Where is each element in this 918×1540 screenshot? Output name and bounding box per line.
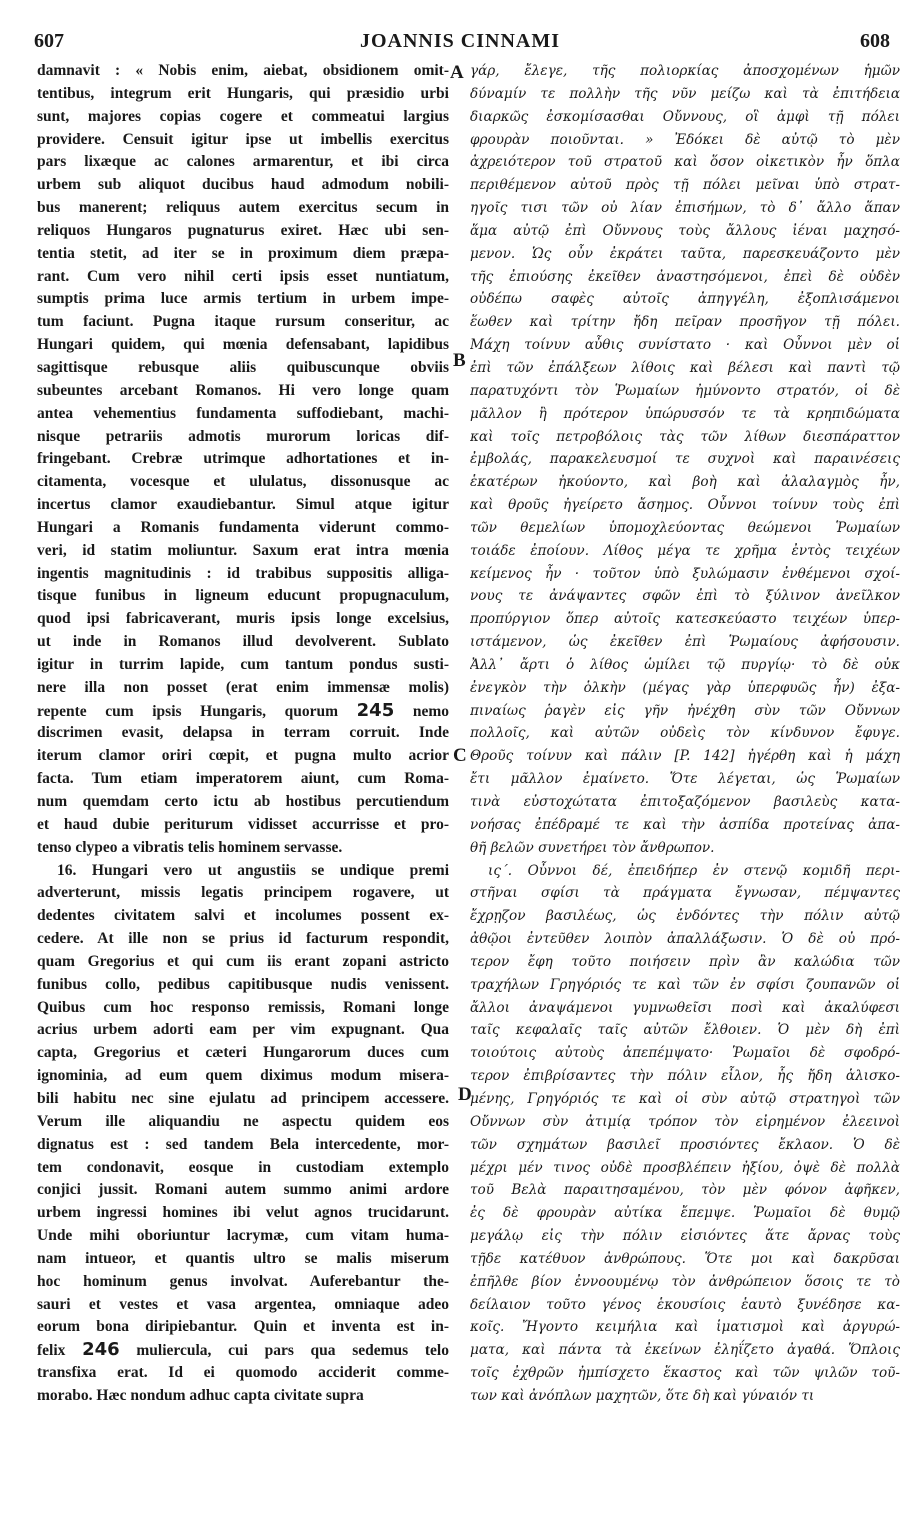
margin-marker-b: B xyxy=(453,350,466,371)
greek-line: προπύργιον ὅπερ αὐτοῖς κατεσκεύαστο τειχέων ὑπερ- xyxy=(470,611,900,628)
greek-line: τῶν θεμελίων ὑπομοχλεύοντας θεώμενοι Ῥωμαίων xyxy=(470,519,900,536)
greek-line: διαρκῶς ἐσκομίσασθαι Οὔννους, οἳ ἀμφὶ τῇ πόλει xyxy=(470,108,900,125)
latin-line: morabo. Hæc nondum adhuc capta civitate supra xyxy=(37,1386,364,1404)
latin-line: quam Gregorius et qui cum iis erant zopani astricto xyxy=(37,952,449,970)
greek-line: τραχήλων Γρηγόριός τε καὶ τῶν ἐν σφίσι ζουπανῶν οἱ xyxy=(470,976,900,993)
greek-line: ἀχρειότερον τοῦ στρατοῦ καὶ ὅσον οἰκετικὸν ἦν ὅπλα xyxy=(470,154,900,171)
latin-line: nisque petrariis admotis murorum loricas dif- xyxy=(37,427,449,445)
greek-line: τοιάδε ἐποίουν. Λίθος μέγα τε χρῆμα ἐντὸς τειχέων xyxy=(470,542,900,559)
greek-line: τῆς ἐπιούσης ἐκεῖθεν ἀναστησόμενοι, ἐπεὶ δὲ οὐδὲν xyxy=(470,268,900,285)
latin-line: tem condonavit, eosque in custodiam extemplo xyxy=(37,1158,449,1176)
greek-line: ἐπῆλθε βίον ἐννοουμένῳ τὸν ἀνθρώπειον ὅσοις τε τὸ xyxy=(470,1273,900,1290)
latin-line: funibus collo, pedibus capitibusque nudis venissent. xyxy=(37,975,449,993)
latin-line: tum faciunt. Pugna itaque rursum conseritur, ac xyxy=(37,313,449,331)
greek-line: Οὔννων σὺν ἀτιμίᾳ τρόπον τὸν εἰρημένον ἐλεεινοὶ xyxy=(470,1113,900,1130)
greek-line: φρουρὰν ποιοῦνται. » Ἐδόκει δὲ αὐτῷ τὸ μὲν xyxy=(470,131,900,148)
greek-line: οὐδέπω σαφὲς αὐτοῖς ἀπηγγέλη, ἐξοπλισάμενοι xyxy=(470,291,900,308)
greek-line: πολλοῖς, καὶ αὐτῶν οὐδεὶς τὸν κίνδυνον ἔφυγε. xyxy=(470,725,900,742)
latin-line: num quemdam certo ictu ab hostibus percutiendum xyxy=(37,793,449,810)
greek-line: των καὶ ἀνόπλων μαχητῶν, ὅτε δὴ καὶ γύναιόν τι xyxy=(470,1387,815,1404)
greek-line: ματα, καὶ πάντα τὰ ἐκείνων ἐληΐζετο ἀγαθά. Ὅπλοις xyxy=(470,1342,900,1359)
latin-line: citamenta, vocesque et ululatus, dissonusque ac xyxy=(37,473,449,491)
greek-line: δείλαιον τοῦτο γένος ἑκουσίοις ἑαυτὸ ξυνέδησε κα- xyxy=(470,1296,900,1313)
latin-line: Hungari a Romanis fundamenta viderunt commo- xyxy=(37,518,449,536)
latin-line: tenso clypeo a vibratis telis hominem servasse. xyxy=(37,838,343,856)
latin-line: cedere. At ille non se prius id facturum respondit, xyxy=(37,930,449,948)
greek-line: ἀθῷοι ἐντεῦθεν λοιπὸν ἀπαλλάξωσιν. Ὁ δὲ οὐ πρό- xyxy=(470,931,900,948)
greek-line: κείμενος ἦν · τοῦτον ὑπὸ ξυλώμασιν ἐνθέμενοι σχοί- xyxy=(470,565,900,582)
greek-line: Ἀλλ᾽ ἄρτι ὁ λίθος ὡμίλει τῷ πυργίῳ· τὸ δὲ οὐκ xyxy=(470,656,900,673)
latin-line: dedentes civitatem salvi et incolumes possent ex- xyxy=(37,907,449,925)
latin-line: conjici jussit. Romani autem summo animi ardore xyxy=(37,1181,449,1199)
latin-line: Verum ille aliquandiu ne aspectu quidem eos xyxy=(37,1112,449,1130)
margin-marker-d: D xyxy=(458,1084,472,1105)
latin-line: subeuntes arcebant Romanos. Hi vero longe quam xyxy=(37,381,449,399)
latin-line: acrius urbem adorti eam per vim expugnant. Qua xyxy=(37,1021,449,1039)
greek-line: τερον ἐπιβρίσαντες τὴν πόλιν εἷλον, ἧς ἤδη ἁλισκο- xyxy=(470,1068,900,1085)
edition-page-marker: 246 xyxy=(82,1339,120,1361)
latin-line: damnavit : « Nobis enim, aiebat, obsidionem omit- xyxy=(37,62,449,79)
greek-line: θῆ βελῶν συνετήρει τὸν ἄνθρωπον. xyxy=(470,839,715,856)
greek-line: ἐπὶ τῶν ἐπάλξεων λίθοις καὶ βέλεσι καὶ παντὶ τῷ xyxy=(470,359,900,376)
running-title: JOANNIS CINNAMI xyxy=(359,30,560,52)
latin-line: dignatus est : sed tandem Bela intercedente, mor- xyxy=(37,1135,449,1153)
greek-line: πιναίως ῥαγὲν εἰς γῆν ἠνέχθη σὺν τῶν Οὔννων xyxy=(470,702,900,719)
greek-line: νους τε ἀνάψαντες σφῶν ἐπὶ τὸ ξύλινον ἀνεῖλκον xyxy=(470,588,900,605)
page-number-left: 607 xyxy=(34,30,64,52)
latin-line: adverterunt, missis legatis principem rogavere, ut xyxy=(37,884,449,902)
latin-line: facta. Tum etiam imperatorem aiunt, cum Roma- xyxy=(37,770,449,788)
greek-line: τοιούτοις αὐτοὺς ἀπεπέμψατο· Ῥωμαῖοι δὲ σφοδρό- xyxy=(470,1045,900,1062)
latin-line: igitur in turrim lapide, cum tantum pondus susti- xyxy=(37,655,449,673)
latin-line: hoc hominum genus involvat. Auferebantur the- xyxy=(37,1272,449,1290)
latin-line: pars lixæque ac calones armarentur, et ibi circa xyxy=(37,153,449,171)
edition-page-marker: 245 xyxy=(356,699,395,721)
greek-line: ἕωθεν καὶ τρίτην ἤδη πεῖραν προσῆγον τῇ πόλει. xyxy=(470,314,900,331)
greek-line: τοῖς ἐχθρῶν ἠμπίσχετο ἕκαστος καὶ τῶν ψιλῶν τοῦ- xyxy=(470,1365,900,1382)
greek-line: δύναμίν τε πολλὴν τῆς νῦν μείζω καὶ τὰ ἐπιτήδεια xyxy=(470,85,900,102)
latin-line: tentia stetit, ad iter se in proximum diem præpa- xyxy=(37,244,449,262)
latin-line: Quibus cum hoc responso remissis, Romani longe xyxy=(37,998,449,1016)
latin-line: bus manerent; reliquus autem exercitus secum in xyxy=(37,199,449,217)
latin-line: Hungari quidem, qui mœnia defensabant, lapidibus xyxy=(37,336,449,354)
greek-line: Μάχη τοίνυν αὖθις συνίστατο · καὶ Οὖννοι μὲν οἱ xyxy=(470,337,900,354)
latin-line: fringebant. Crebræ utrimque adhortationes et in- xyxy=(37,450,449,468)
margin-marker-a: A xyxy=(450,62,464,83)
greek-line: καὶ τοῖς πετροβόλοις τὰς τῶν λίθων διεσπάραττον xyxy=(470,428,900,445)
latin-line: iterum clamor oriri cœpit, et pugna multo acrior xyxy=(37,747,449,765)
greek-line: μενον. Ὡς οὖν ἐκράτει ταῦτα, παρεσκευάζοντο μὲν xyxy=(470,245,900,262)
latin-line: eorum bona diripiebantur. Quin et inventa est in- xyxy=(37,1318,449,1336)
latin-line: sagittisque rebusque aliis quibuscunque obviis xyxy=(37,358,449,376)
greek-line: Θροῦς τοίνυν καὶ πάλιν [P. 142] ἠγέρθη καὶ ἡ μάχη xyxy=(470,748,900,765)
latin-line: urbem sub aliquot ducibus haud admodum nobili- xyxy=(37,176,449,194)
greek-line: ηγοῖς τισι τῶν οὐ λίαν ἐπισήμων, τὸ δ᾽ ἄλλο ἅπαν xyxy=(470,200,900,217)
greek-column xyxy=(470,60,900,1408)
greek-line: ἅμα αὐτῷ ἐπὶ Οὔννους τοὺς ἄλλους ἰέναι μαχησό- xyxy=(470,222,900,239)
latin-line: ignominia, ad eum quem diximus modum misera- xyxy=(37,1067,449,1085)
running-head xyxy=(30,30,890,58)
latin-column xyxy=(37,60,449,1408)
greek-line: μεγάλῳ εἰς τὴν πόλιν εἰσιόντες ἅτε ἄρνας τοὺς xyxy=(470,1228,900,1245)
latin-line: et haud dubie periturum vidisset accurrisse et pro- xyxy=(37,815,449,833)
latin-line: capta, Gregorius et cæteri Hungarorum duces cum xyxy=(37,1044,449,1062)
latin-line: reliquos Hungaros pugnaturus exiret. Hæc ubi sen- xyxy=(37,221,449,239)
greek-line: τῶν σχημάτων βασιλεῖ προσιόντες ἔκλαον. Ὁ δὲ xyxy=(470,1136,900,1153)
greek-line: ἔτι μᾶλλον ἐμαίνετο. Ὅτε λέγεται, ὡς Ῥωμαίων xyxy=(470,771,900,788)
greek-line: στῆναι σφίσι τὰ πράγματα ἔγνωσαν, πέμψαντες xyxy=(470,885,900,902)
latin-line: tentibus, integrum erit Hungaris, qui præsidio urbi xyxy=(37,84,449,102)
greek-line: περιθέμενον αὐτοῦ πρὸς τῇ πόλει μεῖναι ὑπὸ στρατ- xyxy=(470,177,900,194)
latin-line: quod ipsi fabricaverant, muris ipsis longe excelsius, xyxy=(37,610,449,628)
latin-line: antea vehementius fundamenta suffodiebant, machi- xyxy=(37,404,449,422)
greek-line: κοῖς. Ἤγοντο κειμήλια καὶ ἱματισμοὶ καὶ ἀργυρώ- xyxy=(470,1319,900,1336)
greek-line: ἐς δὲ φρουρὰν αὐτίκα ἔπεμψε. Ῥωμαῖοι δὲ θυμῷ xyxy=(470,1205,900,1222)
latin-line: ingentis magnitudinis : id trabibus suppositis alliga- xyxy=(37,564,449,582)
latin-line: Unde mihi oboriuntur lacrymæ, cum vitam huma- xyxy=(37,1227,449,1245)
latin-line: transfixa erat. Id ei quomodo acciderit comme- xyxy=(37,1364,449,1382)
page-number-right: 608 xyxy=(860,30,890,52)
greek-line: τερον ἔφη τοῦτο ποιήσειν πρὶν ἂν καλώδια τῶν xyxy=(470,953,900,970)
greek-line: ἑκατέρων ἠκούοντο, καὶ βοὴ καὶ ἀλαλαγμὸς ἦν, xyxy=(470,474,900,491)
greek-line: τῇδε κατέθυον ἀνθρώπους. Ὅτε μοι καὶ δακρῦσαι xyxy=(470,1250,900,1267)
greek-line: μένης, Γρηγόριός τε καὶ οἱ σὺν αὐτῷ στρατηγοὶ τῶν xyxy=(470,1090,900,1107)
greek-line: νοήσας ἐπέδραμέ τε καὶ τὴν ἀσπίδα προτείνας ἀπα- xyxy=(470,816,900,833)
latin-line: sunt, majores copias cogere et commeatui largius xyxy=(37,107,449,125)
latin-line: urbem ingressi homines ibi velut agnos trucidarunt. xyxy=(37,1204,449,1222)
greek-line: ις´. Οὖννοι δέ, ἐπειδήπερ ἐν στενῷ κομιδῆ περι- xyxy=(488,862,900,879)
latin-line: discrimen evasit, delapsa in terram corruit. Inde xyxy=(37,724,449,742)
latin-line: providere. Censuit igitur ipse ut imbellis exercitus xyxy=(37,130,449,148)
greek-line: παρατυχόντι τὸν Ῥωμαίων ἠμύνοντο στρατόν, οἱ δὲ xyxy=(470,382,900,399)
latin-line: veri, id statim moliuntur. Saxum erat intra mœnia xyxy=(37,541,449,559)
greek-line: ιστάμενον, ὡς ἐκεῖθεν ἐπὶ Ῥωμαίους ἀφήσουσιν. xyxy=(470,634,900,651)
latin-line: repente cum ipsis Hungaris, quorum 245 nemo xyxy=(37,699,449,721)
latin-line: felix 246 muliercula, cui pars qua sedemus telo xyxy=(37,1339,449,1361)
greek-line: γάρ, ἔλεγε, τῆς πολιορκίας ἀποσχομένων ἡμῶν xyxy=(470,63,900,79)
latin-line: nam intueor, et quantis ultro se malis miserum xyxy=(37,1249,449,1267)
latin-line: tisque funibus in ligneum educunt propugnaculum, xyxy=(37,587,449,605)
greek-line: ταῖς κεφαλαῖς ταῖς αὐτῶν ἔλθοιεν. Ὁ μὲν δὴ ἐπὶ xyxy=(470,1022,900,1039)
greek-line: τινὰ εὐστοχώτατα ἐπιτοξαζόμενον βασιλεὺς κατα- xyxy=(470,794,900,810)
margin-marker-c: C xyxy=(453,745,467,766)
latin-line: incertus clamor exaudiebantur. Simul atque igitur xyxy=(37,496,449,514)
latin-line: nere illa non posset (erat enim immensæ molis) xyxy=(37,678,449,696)
latin-line: sauri et vestes et vasa argentea, omniaque adeo xyxy=(37,1295,449,1313)
latin-line: bili habitu nec sine ejulatu ad principem accessere. xyxy=(37,1089,449,1107)
greek-line: τοῦ Βελὰ παραιτησαμένου, τὸν μὲν φόνον ἀφῆκεν, xyxy=(470,1182,900,1199)
greek-line: καὶ θροῦς ἠγείρετο ἄσημος. Οὖννοι τοίνυν τοὺς ἐπὶ xyxy=(470,497,900,514)
latin-line: 16. Hungari vero ut angustiis se undique premi xyxy=(57,861,449,879)
greek-line: ἔχρῃζον βασιλέως, ὡς ἐνδόντες τὴν πόλιν αὐτῷ xyxy=(470,908,900,925)
greek-line: ἄλλοι ἀναψάμενοι γυμνωθεῖσι ποσὶ καὶ ἀκαλύφεσι xyxy=(470,999,900,1016)
latin-line: sumptis prima luce armis tertium in urbem impe- xyxy=(37,290,449,308)
latin-line: rant. Cum vero nihil certi ipsis esset nuntiatum, xyxy=(37,267,449,285)
greek-line: μέχρι μέν τινος οὐδὲ προσβλέπειν ἠξίου, ὀψὲ δὲ πολλὰ xyxy=(470,1159,900,1176)
greek-line: ἐνεγκὸν τὴν ὁλκὴν (μέγας γὰρ ὑπερφυῶς ἦν) ἐξα- xyxy=(470,679,900,696)
greek-line: ἐμβολάς, παρακελευσμοί τε συχνοὶ καὶ παραινέσεις xyxy=(470,451,900,468)
greek-line: μᾶλλον ἢ πρότερον ὑπώρυσσόν τε τὰ κρηπιδώματα xyxy=(470,405,900,422)
latin-line: ut inde in Romanos illud devolverent. Sublato xyxy=(37,633,449,651)
